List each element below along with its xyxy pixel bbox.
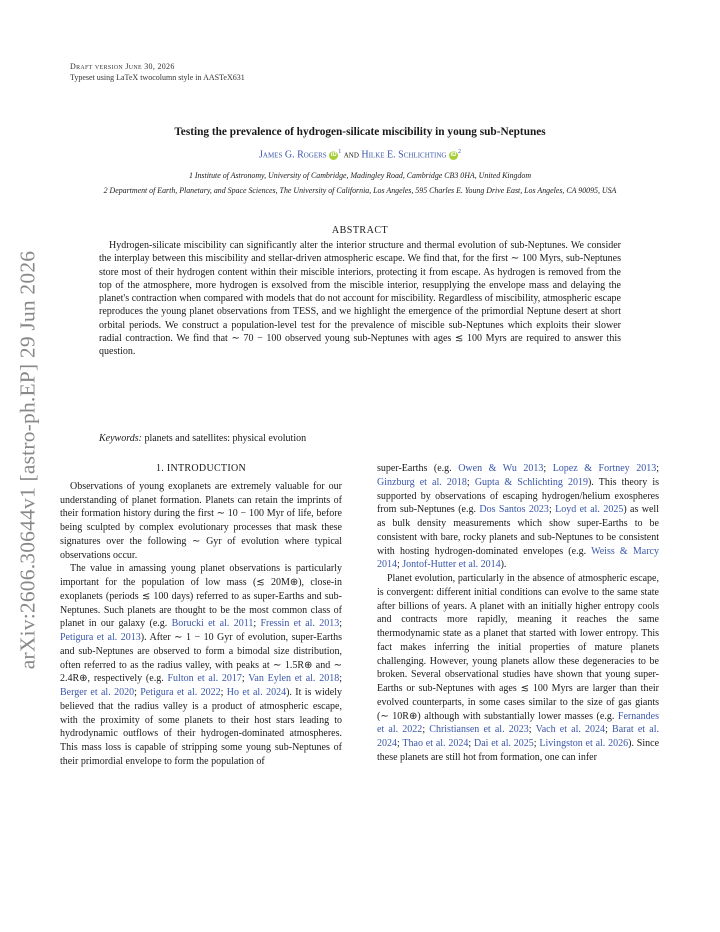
citation-link[interactable]: Vach et al. 2024 [535, 724, 606, 736]
affiliation: 1 Institute of Astronomy, University of Cambridge, Madingley Road, Cambridge CB3 0HA, United Kingdom [188, 171, 532, 180]
citation-link[interactable]: Lopez & Fortney 2013 [552, 463, 657, 474]
orcid-icon[interactable]: iD [450, 152, 457, 159]
section-heading: 1. INTRODUCTION [155, 463, 247, 474]
citation-link[interactable]: Owen & Wu 2013 [458, 463, 544, 474]
draft-version-line: Draft version June 30, 2026 [70, 62, 175, 71]
citation-link[interactable]: Jontof-Hutter et al. 2014 [402, 559, 501, 571]
affiliation: 2 Department of Earth, Planetary, and Space Sciences, The University of California, Los Angeles, 595 Charles E. Young Drive East, Los Angeles, CA 90095, USA [103, 186, 617, 195]
right-column [377, 462, 659, 765]
citation-link[interactable]: Van Eylen et al. 2018 [248, 673, 340, 685]
citation-link[interactable]: Gupta & Schlichting 2019 [474, 476, 588, 488]
keywords-label: Keywords: [99, 433, 142, 444]
affiliation-marker: 2 [457, 149, 461, 155]
citation-link[interactable]: Dai et al. 2025 [473, 738, 534, 749]
author-name[interactable]: Hilke E. Schlichting [361, 149, 447, 161]
citation-link[interactable]: Weiss & Marcy 2014 [377, 545, 659, 571]
paragraph: Observations of young exoplanets are extremely valuable for our understanding of planet formation. Planets can retain the imprints of their formation history during the first ∼ 10 − 100 Myr of life, before being sculpted by complex evolutionary processes that mask these signatures over the following ∼ Gyr of evolution where typical observations occur. [60, 480, 342, 561]
paragraph: The value in amassing young planet observations is particularly important for the population of low mass (≲ 20M⊕), close-in exoplanets (periods ≲ 100 days) referred to as super-Earths and sub-Neptunes. Such planets are thought to be the most common class of planet in our galaxy (e.g. Borucki et al. 2011; Fressin et al. 2013; Petigura et al. 2013). After ∼ 1 − 10 Gyr of evolution, super-Earths and sub-Neptunes are observed to form a bimodal size distribution, often referred to as the radius valley, with peaks at ∼ 1.5R⊕ and ∼ 2.4R⊕, respectively (e.g. Fulton et al. 2017; Van Eylen et al. 2018; Berger et al. 2020; Petigura et al. 2022; Ho et al. 2024). It is widely believed that the radius valley is a product of atmospheric escape, with the proximity of some planets to their host stars leading to hydrodynamic outflows of their hydrogen-dominated atmospheres. This mass loss is capable of stripping some young sub-Neptunes of their primordial envelope to form the population of [60, 563, 343, 767]
citation-link[interactable]: Loyd et al. 2025 [555, 504, 624, 516]
paragraph: Planet evolution, particularly in the absence of atmospheric escape, is convergent: different initial conditions can evolve to the same state after billions of years. A planet with an initially higher entropy cools and contracts more rapidly, meaning it reaches the same thermodynamic state as a planet that started with lower entropy. This fact makes inferring the initial properties of mature planets challenging. However, young planets allow these degeneracies to be broken. Several observational studies have shown that young super-Earths or sub-Neptunes with ages ≲ 100 Myrs are larger than their evolved counterparts, in some cases similar to the size of gas giants (∼ 10R⊕) although with substantially lower masses (e.g. Fernandes et al. 2022; Christiansen et al. 2023; Vach et al. 2024; Barat et al. 2024; Thao et al. 2024; Dai et al. 2025; Livingston et al. 2026). Since these planets are still hot from formation, one can infer [377, 573, 660, 763]
citation-link[interactable]: Christiansen et al. 2023 [429, 724, 529, 736]
abstract-text: Hydrogen-silicate miscibility can significantly alter the interior structure and thermal evolution of sub-Neptunes. We consider the interplay between this miscibility and stellar-driven atmospheric escape. We find that, for the first ∼ 100 Myrs, sub-Neptunes store most of their hydrogen content within their miscible interiors, protecting it from escape. As hydrogen is removed from the top of the atmosphere, more hydrogen is exsolved from the miscible interior, resupplying the envelope mass and delaying the planet's contraction when compared with models that do not account for miscibility. Regardless of miscibility, atmospheric escape reproduces the young planet observations from TESS, and we highlight the emergence of the primordial Neptune desert at short orbital periods. We construct a population-level test for the prevalence of miscible sub-Neptunes which exploits their slower radial contraction. We find that ∼ 70 − 100 observed young sub-Neptunes with ages ≲ 100 Myrs are required to answer this question. [99, 240, 621, 358]
citation-link[interactable]: Ginzburg et al. 2018 [377, 476, 467, 488]
citation-link[interactable]: Fernandes et al. 2022 [377, 710, 659, 736]
orcid-icon[interactable]: iD [330, 152, 337, 159]
citation-link[interactable]: Petigura et al. 2022 [140, 687, 221, 698]
citation-link[interactable]: Livingston et al. 2026 [539, 738, 629, 749]
citation-link[interactable]: Berger et al. 2020 [60, 687, 135, 698]
citation-link[interactable]: Fressin et al. 2013 [260, 618, 340, 630]
author-list [60, 149, 660, 160]
author-name[interactable]: James G. Rogers [259, 149, 327, 161]
citation-link[interactable]: Ho et al. 2024 [226, 687, 287, 698]
paragraph: super-Earths (e.g. Owen & Wu 2013; Lopez & Fortney 2013; Ginzburg et al. 2018; Gupta & Schlichting 2019). This theory is supported by observations of escaping hydrogen/helium exospheres from sub-Neptunes (e.g. Dos Santos 2023; Loyd et al. 2025) as well as bulk density measurements which show super-Earths to be consistent with bare, rocky planets and sub-Neptunes to be consistent with hosting hydrogen-dominated envelopes (e.g. Weiss & Marcy 2014; Jontof-Hutter et al. 2014). [377, 463, 659, 571]
keywords-text: planets and satellites: physical evolution [144, 433, 307, 444]
citation-link[interactable]: Fulton et al. 2017 [167, 673, 242, 685]
keywords [99, 433, 306, 444]
citation-link[interactable]: Borucki et al. 2011 [171, 618, 254, 630]
paper-title: Testing the prevalence of hydrogen-silicate miscibility in young sub-Neptunes [174, 126, 546, 138]
draft-header [70, 61, 245, 83]
abstract-heading: ABSTRACT [331, 225, 389, 236]
citation-link[interactable]: Thao et al. 2024 [402, 738, 469, 749]
citation-link[interactable]: Petigura et al. 2013 [60, 632, 141, 643]
left-column [60, 462, 342, 769]
arxiv-identifier: arXiv:2606.30644v1 [astro-ph.EP] 29 Jun 2026 [15, 250, 40, 670]
citation-link[interactable]: Dos Santos 2023 [479, 504, 549, 516]
citation-link[interactable]: Barat et al. 2024 [377, 724, 659, 749]
author-conjunction: and [343, 149, 359, 161]
arxiv-sidebar [8, 240, 48, 680]
affiliation-marker: 1 [338, 149, 342, 155]
typeset-line: Typeset using LaTeX twocolumn style in AASTeX631 [70, 73, 245, 82]
